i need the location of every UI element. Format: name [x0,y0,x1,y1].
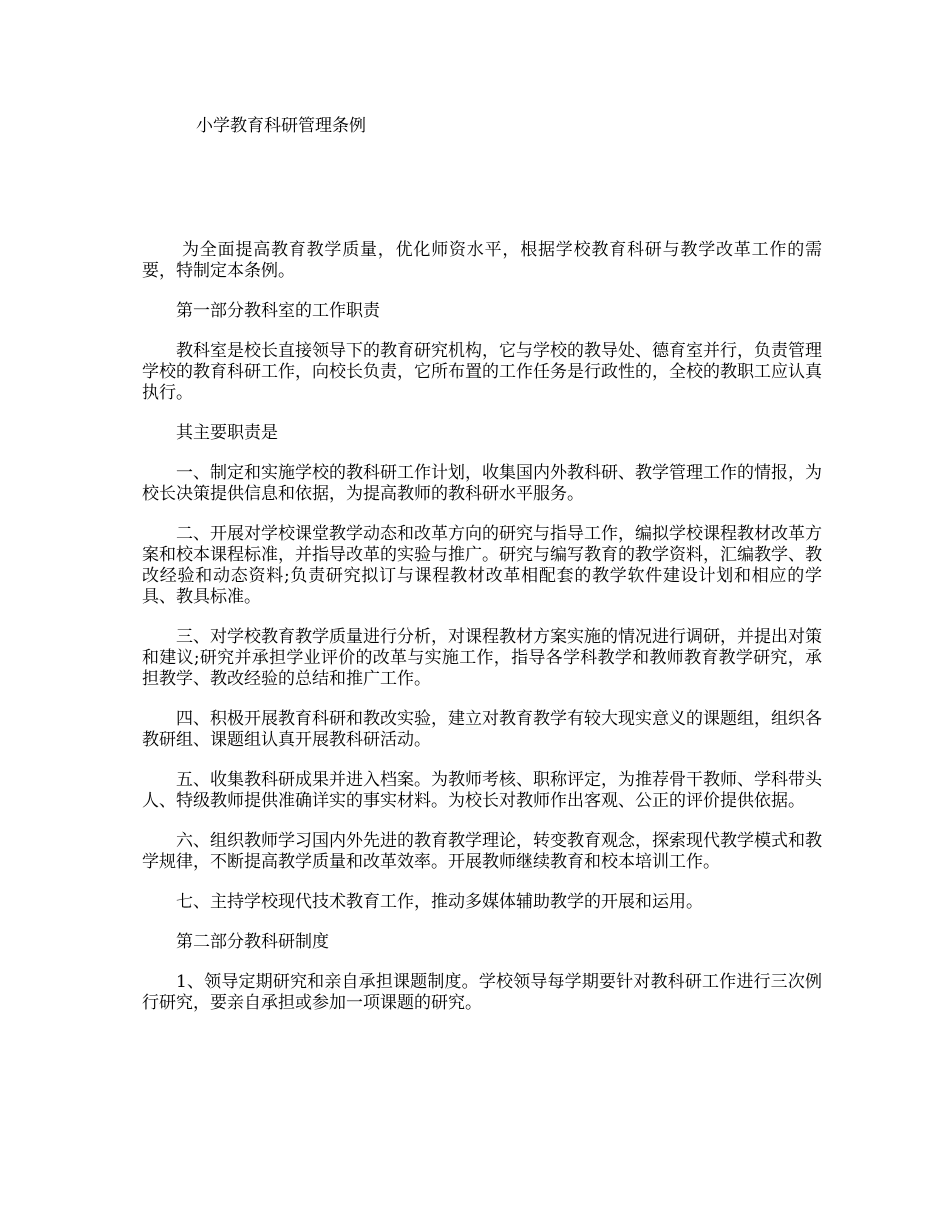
duty-item-1: 一、制定和实施学校的教科研工作计划，收集国内外教科研、教学管理工作的情报，为校长决策提供信息和依据，为提高教师的教科研水平服务。 [142,463,822,504]
duty-item-4: 四、积极开展教育科研和教改实验，建立对教育教学有较大现实意义的课题组，组织各教研组、课题组认真开展教科研活动。 [142,709,822,750]
part1-heading: 第一部分教科室的工作职责 [176,301,380,321]
duty-item-6: 六、组织教师学习国内外先进的教育教学理论，转变教育观念，探索现代教学模式和教学规律，不断提高教学质量和改革效率。开展教师继续教育和校本培训工作。 [142,831,822,872]
duty-item-5: 五、收集教科研成果并进入档案。为教师考核、职称评定，为推荐骨干教师、学科带头人、特级教师提供准确详实的事实材料。为校长对教师作出客观、公正的评价提供依据。 [142,770,822,811]
part1-paragraph: 教科室是校长直接领导下的教育研究机构，它与学校的教导处、德育室并行，负责管理学校的教育科研工作，向校长负责，它所布置的工作任务是行政性的，全校的教职工应认真执行。 [142,341,822,403]
intro-paragraph: 为全面提高教育教学质量，优化师资水平，根据学校教育科研与教学改革工作的需要，特制定本条例。 [142,240,822,281]
document-title: 小学教育科研管理条例 [196,116,366,136]
duty-item-2: 二、开展对学校课堂教学动态和改革方向的研究与指导工作，编拟学校课程教材改革方案和校本课程标准，并指导改革的实验与推广。研究与编写教育的教学资料，汇编教学、教改经验和动态资料;负责研究拟订与课程教材改革相配套的教学软件建设计划和相应的学具、教具标准。 [142,524,822,607]
duty-item-3: 三、对学校教育教学质量进行分析，对课程教材方案实施的情况进行调研，并提出对策和建议;研究并承担学业评价的改革与实施工作，指导各学科教学和教师教育教学研究，承担教学、教改经验的总结和推广工作。 [142,627,822,689]
document-body [142,240,822,1033]
system-item-1: 1、领导定期研究和亲自承担课题制度。学校领导每学期要针对教科研工作进行三次例行研究，要亲自承担或参加一项课题的研究。 [142,972,822,1013]
duty-item-7: 七、主持学校现代技术教育工作，推动多媒体辅助教学的开展和运用。 [176,892,703,912]
duties-heading: 其主要职责是 [176,423,278,443]
part2-heading: 第二部分教科研制度 [176,932,329,952]
